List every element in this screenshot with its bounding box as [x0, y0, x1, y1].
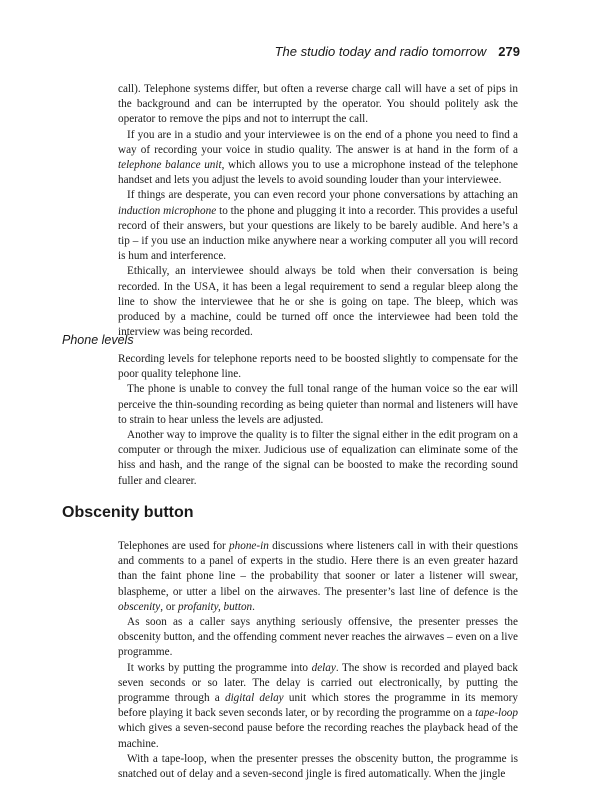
paragraph: [118, 428, 518, 489]
text-run: Ethically, an interviewee should always be told when their conversation is being recorded. In the USA, it has been a legal requirement to send a regular bleep along the line to show the interviewee that he or she is going on tape. The bleep, which was produced by a machine, could be turned off once the interviewee had been told the interview was being recorded.: [118, 265, 518, 339]
paragraph: [118, 82, 518, 128]
section-heading-obscenity-button: Obscenity button: [62, 504, 194, 521]
text-run: Another way to improve the quality is to filter the signal either in the edit program on a computer or through the mixer. Judicious use of equalization can eliminate some of the hiss and hash, and the range of the signal can be boosted to make the recording sound fuller and clearer.: [118, 429, 518, 487]
italic-term: delay: [311, 661, 336, 674]
paragraph: [118, 661, 518, 752]
section-heading-phone-levels: Phone levels: [62, 333, 134, 347]
text-run: unit which stores the programme in its memory before playing it back seven seconds later, or by recording the programme on a: [118, 692, 518, 720]
text-run: call). Telephone systems differ, but often a reverse charge call will have a set of pips in the background and can be interrupted by the operator. You should politely ask the operator to remove the pips and not to interrupt the call.: [118, 83, 518, 126]
text-run: .: [252, 600, 255, 613]
text-run: discussions where listeners call in with their questions and comments to a panel of experts in the studio. Here there is an even greater hazard than the faint phone line – the probability that sooner or later a listener will swear, blaspheme, or utter a libel on the airwaves. The presenter’s last line of defence is the: [118, 540, 519, 598]
text-run: , or: [160, 600, 178, 613]
section-obscenity-button: [118, 539, 518, 782]
italic-term: profanity, button: [177, 600, 253, 613]
text-run: If things are desperate, you can even record your phone conversations by attaching an: [127, 189, 518, 202]
page-number: 279: [498, 44, 520, 59]
text-run: Telephones are used for: [118, 540, 230, 552]
text-run: . The show is recorded and played back seven seconds or so later. The delay is carried out electronically, by putting the programme through a: [118, 661, 518, 705]
paragraph: [118, 752, 518, 782]
paragraph: [118, 382, 518, 428]
paragraph: [118, 615, 518, 661]
text-run: If you are in a studio and your interviewee is on the end of a phone you need to find a way of recording your voice in studio quality. The answer is at hand in the form of a: [118, 128, 518, 156]
paragraph: [118, 128, 518, 189]
text-run: With a tape-loop, when the presenter presses the obscenity button, the programme is snatched out of delay and a seven-second jingle is fired automatically. When the jingle: [118, 752, 518, 781]
paragraph: [118, 264, 518, 340]
italic-term: phone-in: [229, 540, 269, 552]
paragraph: [118, 539, 518, 615]
text-run: Recording levels for telephone reports need to be boosted slightly to compensate for the poor quality telephone line.: [118, 353, 518, 381]
section-telephone-recording: [118, 82, 518, 340]
text-run: , which allows you to use a microphone instead of the telephone handset and lets you adjust the levels to avoid sounding louder than your interviewee.: [118, 159, 519, 187]
text-run: which gives a seven-second pause before the recording reaches the playback head of the machine.: [118, 722, 518, 750]
text-run: to the phone and plugging it into a recorder. This provides a useful record of their answers, but your questions are likely to be barely audible. And here’s a tip – if you use an induction mike anywhere near a working computer all you will record is hum and interference.: [118, 204, 518, 263]
text-run: It works by putting the programme into: [127, 661, 312, 674]
section-phone-levels: [118, 352, 518, 489]
paragraph: [118, 188, 518, 264]
italic-term: tape-loop: [475, 707, 518, 720]
paragraph: [118, 352, 518, 382]
italic-term: digital delay: [224, 692, 284, 705]
text-run: The phone is unable to convey the full tonal range of the human voice so the ear will perceive the thin-sounding recording as being quieter than normal and listeners will have to strain to hear unless the levels are adjusted.: [118, 383, 518, 426]
italic-term: induction microphone: [118, 204, 217, 217]
text-run: As soon as a caller says anything seriously offensive, the presenter presses the obscenity button, and the offending comment never reaches the airwaves – even on a live programme.: [118, 616, 518, 659]
italic-term: obscenity: [118, 600, 161, 613]
italic-term: telephone balance unit: [118, 159, 222, 172]
running-head: [275, 44, 520, 59]
running-head-title: The studio today and radio tomorrow: [274, 44, 487, 59]
